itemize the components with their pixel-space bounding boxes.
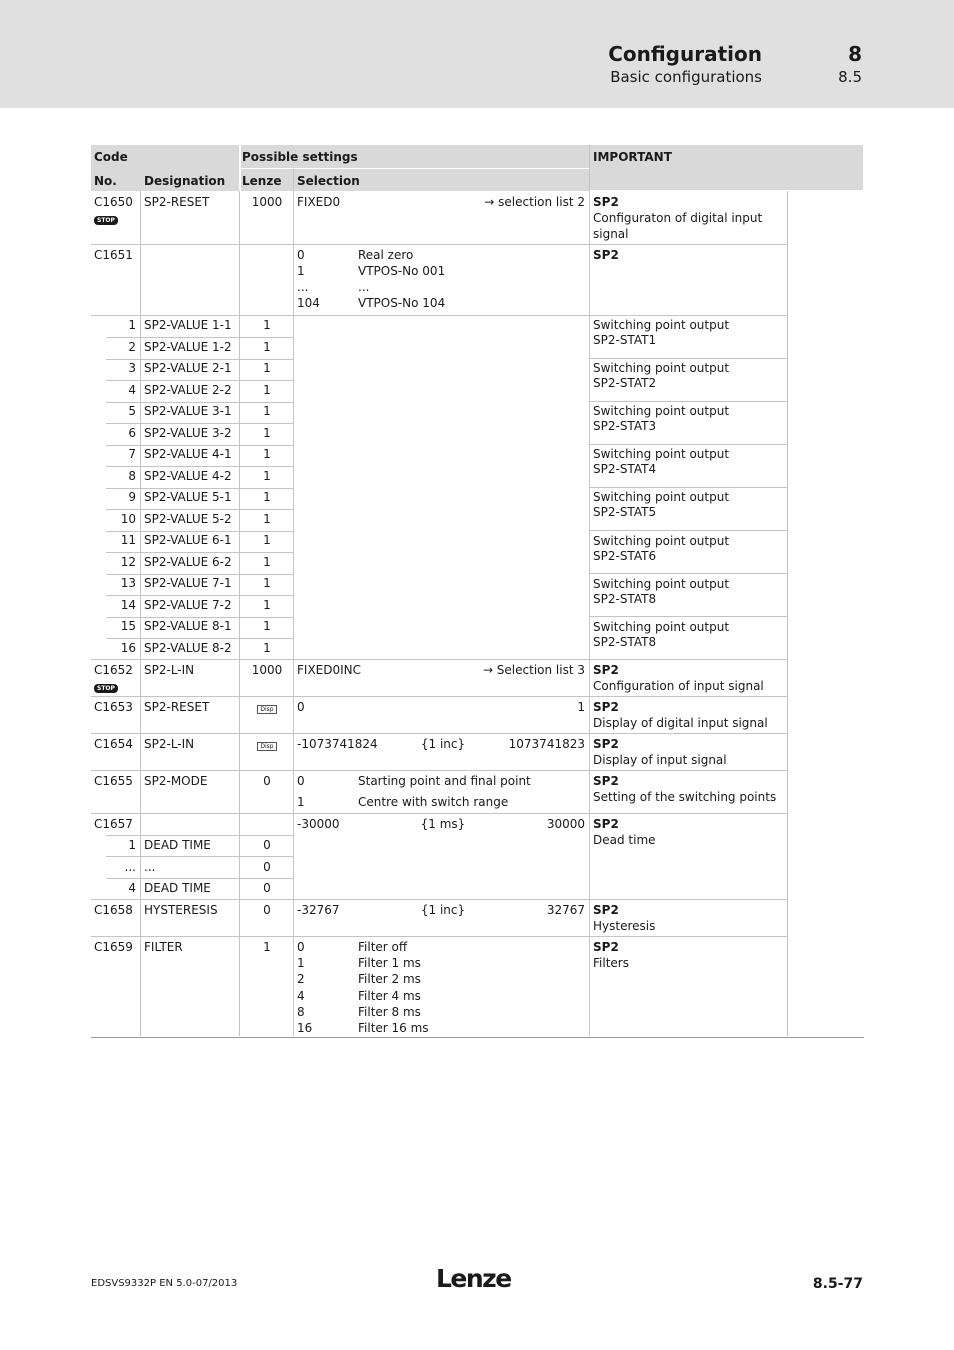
filter-option-value: 4	[297, 989, 305, 1003]
row-divider	[91, 899, 788, 900]
subcode-no: 8	[128, 469, 136, 483]
row-divider	[590, 401, 788, 402]
code-c1651: C1651	[94, 248, 133, 262]
selection: FIXED0INC	[297, 663, 362, 677]
filter-option-text: Filter 8 ms	[358, 1005, 421, 1019]
lenze-value: 0	[263, 774, 271, 788]
subcode-lenze: 0	[263, 881, 271, 895]
col-possible-header: Possible settings	[242, 150, 358, 164]
code-c1657: C1657	[94, 817, 133, 831]
filter-option-value: 2	[297, 972, 305, 986]
lenze-logo: Lenze	[436, 1264, 511, 1293]
code-c1654: C1654	[94, 737, 133, 751]
subcode-lenze: 1	[263, 641, 271, 655]
subcode-no: 3	[128, 361, 136, 375]
subcode-designation: SP2-VALUE 3-2	[144, 426, 232, 440]
option-value: 104	[297, 296, 320, 310]
subcode-designation: SP2-VALUE 7-1	[144, 576, 232, 590]
row-divider	[91, 696, 788, 697]
row-divider	[590, 487, 788, 488]
code-table	[91, 145, 864, 1040]
subcode-lenze: 1	[263, 340, 271, 354]
row-divider	[91, 659, 788, 660]
row-divider	[91, 813, 788, 814]
important-label: SP2	[593, 195, 619, 209]
filter-option-text: Filter off	[358, 940, 408, 954]
subcode-lenze: 1	[263, 598, 271, 612]
range-max: 32767	[546, 903, 585, 917]
designation: FILTER	[144, 940, 183, 954]
subcode-designation: SP2-VALUE 1-2	[144, 340, 232, 354]
subcode-designation: SP2-VALUE 6-2	[144, 555, 232, 569]
stat-note: SP2-STAT8	[593, 635, 657, 649]
section-number: 8.5	[838, 68, 862, 86]
subcode-lenze: 1	[263, 404, 271, 418]
option-value: 0	[297, 774, 305, 788]
option-text: ...	[358, 280, 370, 294]
col-no-header: No.	[94, 174, 117, 188]
important-note: Filters	[593, 956, 629, 970]
subcode-no: 11	[120, 533, 136, 547]
range-min: 0	[297, 700, 305, 714]
range-max: 1073741823	[508, 737, 585, 751]
stat-note: SP2-STAT6	[593, 549, 657, 563]
subcode-no: 9	[128, 490, 136, 504]
display-only-badge	[241, 736, 293, 752]
subcode-designation: DEAD TIME	[144, 838, 211, 852]
row-divider	[106, 878, 294, 879]
subcode-lenze: 1	[263, 469, 271, 483]
subcode-lenze: 1	[263, 576, 271, 590]
document-id: EDSVS9332P EN 5.0-07/2013	[91, 1278, 238, 1289]
col-code-header: Code	[94, 150, 128, 164]
selection-list-ref: → selection list 2	[484, 195, 585, 209]
subcode-lenze: 1	[263, 447, 271, 461]
row-divider	[106, 380, 294, 381]
important-note: Display of input signal	[593, 753, 727, 767]
range-unit: {1 ms}	[420, 817, 466, 831]
option-text: Centre with switch range	[358, 795, 509, 809]
range-min: -30000	[297, 817, 340, 831]
range-unit: {1 inc}	[420, 737, 466, 751]
filter-option-value: 16	[297, 1021, 313, 1035]
row-divider	[106, 509, 294, 510]
lenze-value: 1000	[251, 663, 283, 677]
range-max: 30000	[546, 817, 585, 831]
important-label: SP2	[593, 248, 619, 262]
row-divider	[590, 444, 788, 445]
stat-note: SP2-STAT3	[593, 419, 657, 433]
stat-note: Switching point output	[593, 577, 730, 591]
subcode-no: 13	[120, 576, 136, 590]
filter-option-text: Filter 16 ms	[358, 1021, 429, 1035]
row-divider	[590, 616, 788, 617]
subcode-no: 12	[120, 555, 136, 569]
row-divider	[106, 552, 294, 553]
subcode-lenze: 1	[263, 533, 271, 547]
important-note: Configuration of input signal	[593, 679, 764, 693]
subcode-designation: SP2-VALUE 1-1	[144, 318, 232, 332]
subcode-no: 14	[120, 598, 136, 612]
option-value: 0	[297, 248, 305, 262]
row-divider	[590, 358, 788, 359]
subcode-no: 5	[128, 404, 136, 418]
option-text: Starting point and final point	[358, 774, 531, 788]
stat-note: Switching point output	[593, 361, 730, 375]
row-divider	[106, 638, 294, 639]
display-only-badge-label: Disp	[257, 705, 276, 714]
lenze-value: 0	[263, 903, 271, 917]
subcode-designation: SP2-VALUE 2-1	[144, 361, 232, 375]
subcode-lenze: 1	[263, 318, 271, 332]
important-label: SP2	[593, 940, 619, 954]
row-divider	[106, 595, 294, 596]
important-note: Hysteresis	[593, 919, 656, 933]
important-label: SP2	[593, 817, 619, 831]
code-c1653: C1653	[94, 700, 133, 714]
subcode-lenze: 1	[263, 426, 271, 440]
important-note: Setting of the switching points	[593, 790, 777, 804]
subcode-no: 1	[128, 838, 136, 852]
range-max: 1	[577, 700, 585, 714]
row-divider	[91, 315, 788, 316]
subcode-lenze: 1	[263, 361, 271, 375]
designation: SP2-L-IN	[144, 737, 195, 751]
row-divider	[91, 733, 788, 734]
subcode-designation: ...	[144, 860, 156, 874]
lenze-value: 1000	[251, 195, 283, 209]
selection-list-ref: → Selection list 3	[482, 663, 585, 677]
important-label: SP2	[593, 903, 619, 917]
option-text: Real zero	[358, 248, 414, 262]
grid-line	[239, 191, 240, 1036]
filter-option-value: 8	[297, 1005, 305, 1019]
subcode-lenze: 1	[263, 555, 271, 569]
subcode-no: 7	[128, 447, 136, 461]
col-important-header: IMPORTANT	[593, 150, 672, 164]
subcode-lenze: 1	[263, 490, 271, 504]
filter-option-text: Filter 2 ms	[358, 972, 421, 986]
chapter-title: Configuration	[608, 42, 762, 66]
stat-note: Switching point output	[593, 620, 730, 634]
option-text: VTPOS-No 001	[358, 264, 446, 278]
page-header	[0, 0, 954, 108]
col-lenze-header: Lenze	[242, 174, 282, 188]
subcode-no: 4	[128, 881, 136, 895]
grid-line	[293, 169, 294, 1036]
stat-note: SP2-STAT5	[593, 505, 657, 519]
option-text: VTPOS-No 104	[358, 296, 446, 310]
subcode-no: 1	[128, 318, 136, 332]
subcode-no: ...	[124, 860, 136, 874]
row-divider	[590, 530, 788, 531]
option-value: 1	[297, 795, 305, 809]
important-note: Configuraton of digital input	[593, 211, 763, 225]
subcode-no: 4	[128, 383, 136, 397]
page-number: 8.5-77	[812, 1276, 863, 1292]
subcode-lenze: 0	[263, 838, 271, 852]
row-divider	[91, 244, 788, 245]
important-label: SP2	[593, 663, 619, 677]
stat-note: Switching point output	[593, 318, 730, 332]
subcode-designation: SP2-VALUE 3-1	[144, 404, 232, 418]
subcode-no: 2	[128, 340, 136, 354]
row-divider	[106, 337, 294, 338]
stat-note: SP2-STAT4	[593, 462, 657, 476]
subcode-designation: SP2-VALUE 5-2	[144, 512, 232, 526]
subcode-no: 6	[128, 426, 136, 440]
important-label: SP2	[593, 774, 619, 788]
subcode-designation: SP2-VALUE 8-1	[144, 619, 232, 633]
subcode-lenze: 0	[263, 860, 271, 874]
filter-option-value: 1	[297, 956, 305, 970]
table-bottom-rule	[91, 1037, 864, 1038]
subcode-no: 15	[120, 619, 136, 633]
row-divider	[91, 770, 788, 771]
range-min: -32767	[297, 903, 340, 917]
subcode-no: 10	[120, 512, 136, 526]
col-designation-header: Designation	[144, 174, 226, 188]
designation: SP2-L-IN	[144, 663, 195, 677]
subcode-designation: SP2-VALUE 2-2	[144, 383, 232, 397]
important-label: SP2	[593, 700, 619, 714]
row-divider	[91, 936, 788, 937]
stat-note: Switching point output	[593, 490, 730, 504]
subcode-designation: SP2-VALUE 8-2	[144, 641, 232, 655]
code-c1652: C1652	[94, 663, 133, 677]
stat-note: Switching point output	[593, 534, 730, 548]
grid-line	[787, 191, 788, 1036]
grid-line	[140, 191, 141, 1036]
stat-note: SP2-STAT2	[593, 376, 657, 390]
subcode-designation: SP2-VALUE 6-1	[144, 533, 232, 547]
col-selection-header: Selection	[297, 174, 360, 188]
subcode-designation: SP2-VALUE 4-2	[144, 469, 232, 483]
chapter-number: 8	[848, 42, 862, 66]
range-unit: {1 inc}	[420, 903, 466, 917]
important-note: Display of digital input signal	[593, 716, 768, 730]
section-title: Basic configurations	[610, 68, 762, 86]
subcode-designation: SP2-VALUE 7-2	[144, 598, 232, 612]
important-note: Dead time	[593, 833, 656, 847]
code-c1655: C1655	[94, 774, 133, 788]
designation: SP2-RESET	[144, 700, 210, 714]
stat-note: SP2-STAT1	[593, 333, 657, 347]
stat-note: Switching point output	[593, 447, 730, 461]
stat-note: SP2-STAT8	[593, 592, 657, 606]
code-c1658: C1658	[94, 903, 133, 917]
subcode-designation: SP2-VALUE 4-1	[144, 447, 232, 461]
display-only-badge	[241, 699, 293, 715]
row-divider	[106, 423, 294, 424]
option-value: ...	[297, 280, 309, 294]
row-divider	[106, 466, 294, 467]
row-divider	[106, 856, 294, 857]
filter-option-text: Filter 4 ms	[358, 989, 421, 1003]
option-value: 1	[297, 264, 305, 278]
designation: SP2-MODE	[144, 774, 208, 788]
stop-badge	[94, 678, 118, 694]
filter-option-value: 0	[297, 940, 305, 954]
row-divider	[590, 573, 788, 574]
stop-badge	[94, 210, 118, 226]
row-divider	[106, 835, 294, 836]
designation: HYSTERESIS	[144, 903, 218, 917]
stop-badge-label: STOP	[94, 216, 118, 225]
lenze-value: 1	[263, 940, 271, 954]
range-min: -1073741824	[297, 737, 378, 751]
display-only-badge-label: Disp	[257, 742, 276, 751]
stat-note: Switching point output	[593, 404, 730, 418]
subcode-designation: DEAD TIME	[144, 881, 211, 895]
stop-badge-label: STOP	[94, 684, 118, 693]
designation: SP2-RESET	[144, 195, 210, 209]
subcode-no: 16	[120, 641, 136, 655]
filter-option-text: Filter 1 ms	[358, 956, 421, 970]
code-c1659: C1659	[94, 940, 133, 954]
subcode-lenze: 1	[263, 619, 271, 633]
important-label: SP2	[593, 737, 619, 751]
code-c1650: C1650	[94, 195, 133, 209]
grid-line	[589, 145, 590, 1036]
subcode-lenze: 1	[263, 512, 271, 526]
subcode-designation: SP2-VALUE 5-1	[144, 490, 232, 504]
important-note: signal	[593, 227, 629, 241]
subcode-lenze: 1	[263, 383, 271, 397]
selection: FIXED0	[297, 195, 341, 209]
